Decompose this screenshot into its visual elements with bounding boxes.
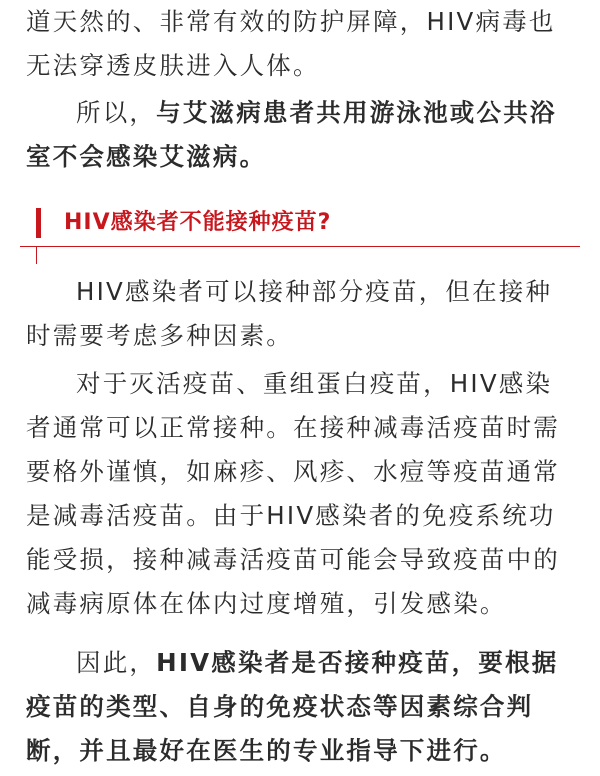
paragraph-swimming-pool-prefix: 所以， bbox=[76, 98, 157, 127]
paragraph-skin-barrier-text: 道天然的、非常有效的防护屏障，HIV病毒也无法穿透皮肤进入人体。 bbox=[26, 7, 556, 80]
section-title: HIV感染者不能接种疫苗? bbox=[64, 210, 332, 235]
paragraph-vaccine-detail-text: 对于灭活疫苗、重组蛋白疫苗，HIV感染者通常可以正常接种。在接种减毒活疫苗时需要格外谨慎，如麻疹、风疹、水痘等疫苗通常是减毒活疫苗。由于HIV感染者的免疫系统功能受损，接种减毒活疫苗可能会导致疫苗中的减毒病原体在体内过度增殖，引发感染。 bbox=[26, 369, 560, 618]
heading-accent-bar bbox=[36, 208, 41, 238]
paragraph-vaccine-intro-text: HIV感染者可以接种部分疫苗，但在接种时需要考虑多种因素。 bbox=[26, 277, 553, 350]
section-heading bbox=[20, 196, 580, 266]
paragraph-vaccine-intro bbox=[26, 270, 578, 358]
paragraph-conclusion bbox=[26, 641, 578, 773]
paragraph-conclusion-bold: HIV感染者是否接种疫苗，要根据疫苗的类型、自身的免疫状态等因素综合判断，并且最好在医生的专业指导下进行。 bbox=[26, 648, 559, 765]
paragraph-skin-barrier bbox=[26, 0, 578, 88]
paragraph-swimming-pool-bold: 与艾滋病患者共用游泳池或公共浴室不会感染艾滋病。 bbox=[26, 98, 557, 171]
heading-underline bbox=[20, 246, 580, 247]
paragraph-swimming-pool bbox=[26, 91, 578, 179]
paragraph-vaccine-detail bbox=[26, 362, 578, 626]
heading-tick-mark bbox=[36, 246, 37, 264]
paragraph-conclusion-prefix: 因此， bbox=[76, 648, 157, 677]
